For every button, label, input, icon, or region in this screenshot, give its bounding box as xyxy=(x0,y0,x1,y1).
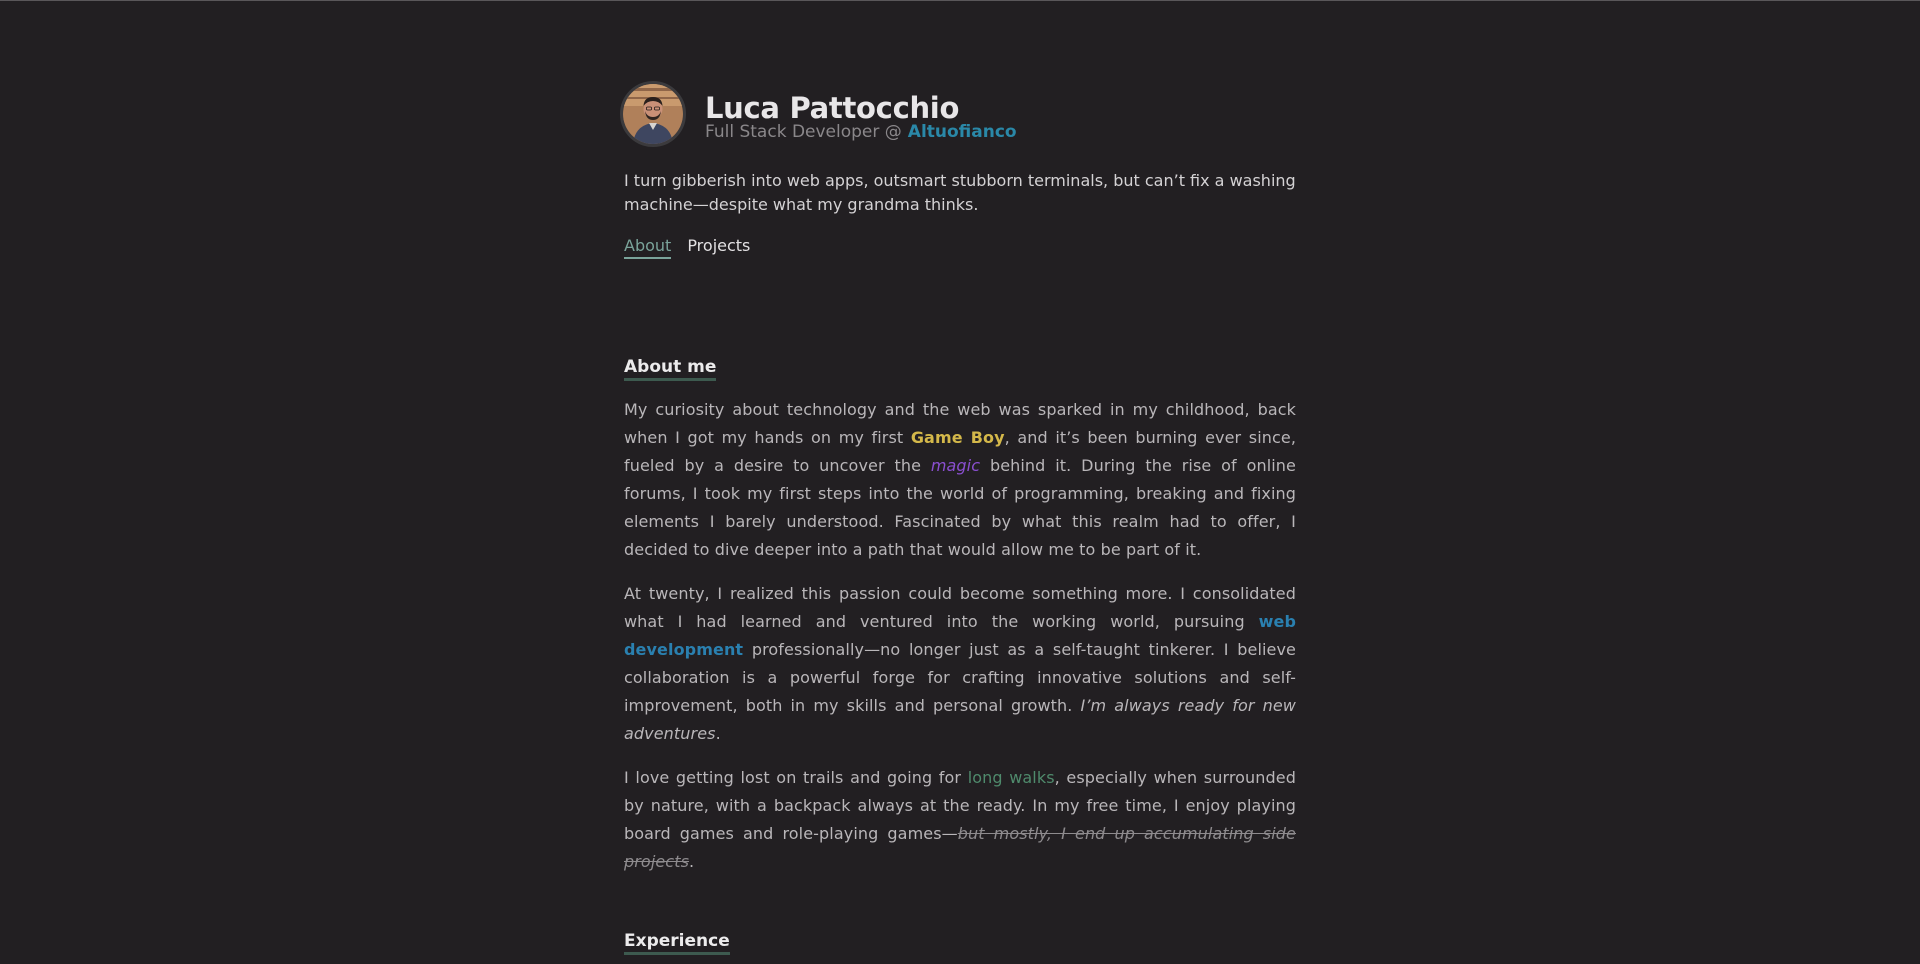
page-content xyxy=(624,80,1296,955)
about-paragraph-1 xyxy=(624,396,1296,564)
nav-about[interactable]: About xyxy=(624,236,671,259)
text-run: behind it. During the rise of online forums, I took my first steps into the world of programming, breaking and fixing elements I barely understood. Fascinated by what this realm had to offer, I decided to dive deeper into a path that would allow me to be part of it. xyxy=(624,456,1296,559)
nav-projects[interactable]: Projects xyxy=(687,236,751,255)
italic-adventures: I’m always ready for new adventures xyxy=(624,696,1296,743)
about-section xyxy=(624,356,1296,876)
highlight-long-walks: long walks xyxy=(967,768,1055,787)
tagline: I turn gibberish into web apps, outsmart stubborn terminals, but can’t fix a washing machine—despite what my grandma thinks. xyxy=(624,171,1296,214)
name-block xyxy=(705,92,1017,142)
text-run: . xyxy=(715,724,721,743)
text-run: , especially when surrounded by nature, with a backpack always at the ready. In my free time, I enjoy playing board games and role-playing games— xyxy=(624,768,1296,843)
highlight-game-boy: Game Boy xyxy=(910,428,1005,447)
strikethrough-side-projects: but mostly, I end up accumulating side projects xyxy=(624,824,1296,871)
experience-title: Experience xyxy=(624,930,730,955)
profile-name: Luca Pattocchio xyxy=(705,91,960,125)
experience-section xyxy=(624,930,1296,955)
profile-header xyxy=(624,80,1296,148)
about-paragraph-2 xyxy=(624,580,1296,748)
profile-role xyxy=(705,122,1017,142)
text-run: My curiosity about technology and the web was sparked in my childhood, back when I got my hands on my first xyxy=(624,400,1296,447)
top-border xyxy=(0,0,1920,1)
about-paragraph-3 xyxy=(624,764,1296,876)
text-run: . xyxy=(689,852,695,871)
company-link[interactable]: Altuofianco xyxy=(907,122,1017,142)
profile-photo-icon xyxy=(623,84,683,144)
highlight-magic: magic xyxy=(930,456,981,475)
text-run: At twenty, I realized this passion could become something more. I consolidated what I had learned and ventured into the working world, pursuing xyxy=(624,584,1296,631)
avatar xyxy=(620,81,686,147)
highlight-web-development: web development xyxy=(624,612,1296,659)
role-text: Full Stack Developer @ xyxy=(705,122,902,142)
text-run: professionally—no longer just as a self-taught tinkerer. I believe collaboration is a powerful forge for crafting innovative solutions and self-improvement, both in my skills and personal growth. xyxy=(624,640,1296,715)
main-nav xyxy=(624,236,1296,259)
text-run: , and it’s been burning ever since, fueled by a desire to uncover the xyxy=(624,428,1297,475)
about-title: About me xyxy=(624,356,716,381)
text-run: I love getting lost on trails and going for xyxy=(624,768,968,787)
